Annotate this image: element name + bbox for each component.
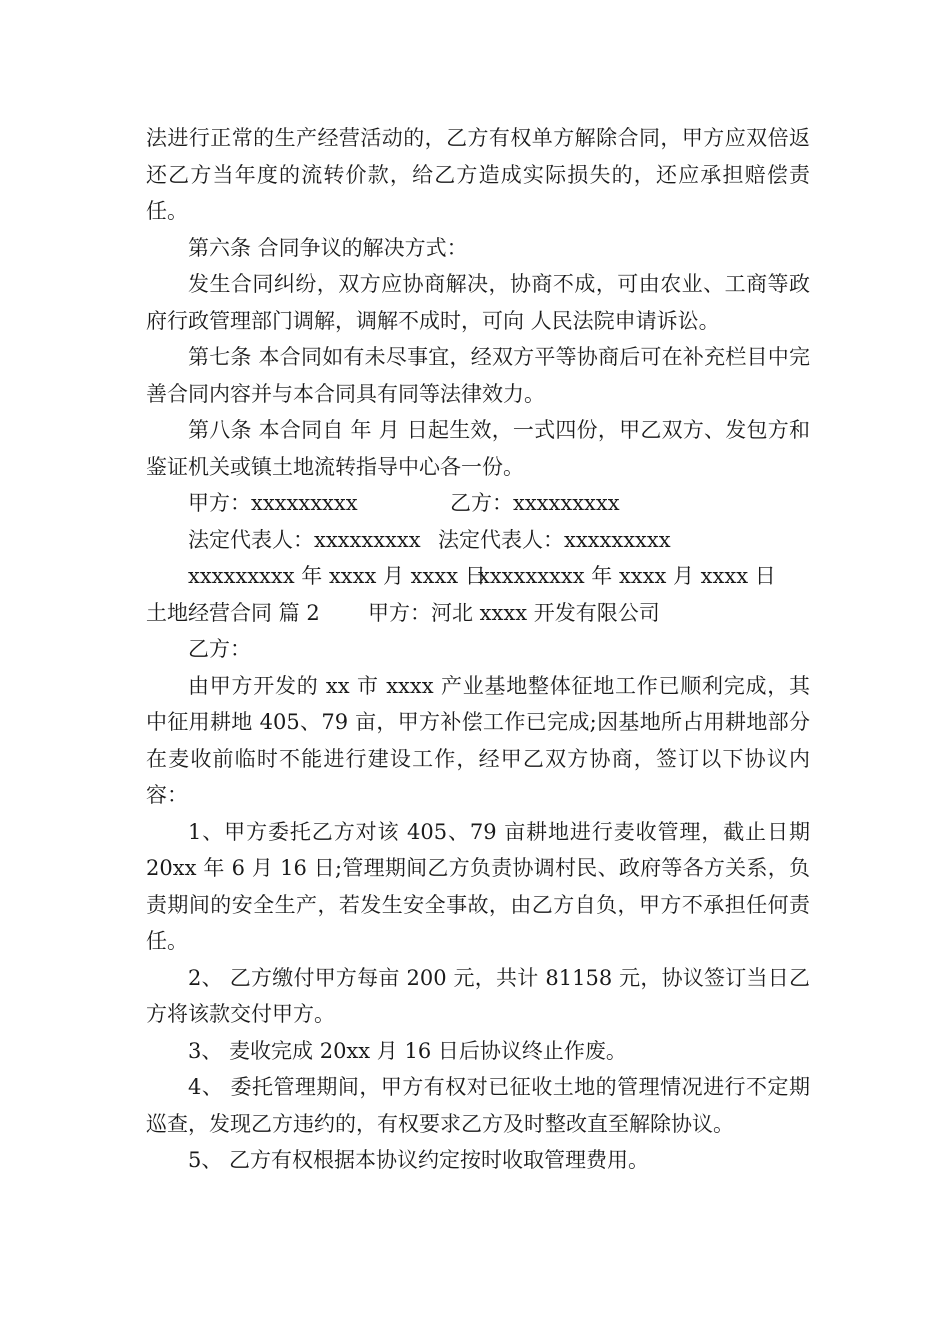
signature-representatives-row <box>146 522 810 559</box>
article-seven: 第七条 本合同如有未尽事宜，经双方平等协商后可在补充栏目中完善合同内容并与本合同具有同等法律效力。 <box>146 345 810 406</box>
contract-two-party-b: 乙方： <box>188 637 251 661</box>
signature-parties-row <box>146 485 810 522</box>
party-b-representative: 法定代表人：xxxxxxxxx <box>438 527 671 552</box>
party-a-date: xxxxxxxxx 年 xxxx 月 xxxx 日 <box>188 564 486 588</box>
paragraph-dispute-resolution: 发生合同纠纷，双方应协商解决，协商不成，可由农业、工商等政府行政管理部门调解，调解不成时，可向 人民法院申请诉讼。 <box>146 272 810 333</box>
article-six-heading: 第六条 合同争议的解决方式： <box>188 235 468 260</box>
party-b-date: xxxxxxxxx 年 xxxx 月 xxxx 日 <box>478 564 776 588</box>
contract-two-item-3: 3、 麦收完成 20xx 月 16 日后协议终止作废。 <box>188 1038 627 1063</box>
signature-dates-row <box>146 558 810 595</box>
contract-two-item-2: 2、 乙方缴付甲方每亩 200 元，共计 81158 元，协议签订当日乙方将该款交付甲方。 <box>146 965 810 1026</box>
party-a-signature: 甲方：xxxxxxxxx <box>188 491 358 515</box>
contract-two-intro: 由甲方开发的 xx 市 xxxx 产业基地整体征地工作已顺利完成，其中征用耕地 405、79 亩，甲方补偿工作已完成;因基地所占用耕地部分在麦收前临时不能进行建设工作，经甲乙双方协商，签订以下协议内容： <box>146 673 810 807</box>
party-a-representative: 法定代表人：xxxxxxxxx <box>188 527 421 552</box>
contract-two-party-a: 甲方：河北 xxxx 开发有限公司 <box>368 600 660 625</box>
contract-two-item-5: 5、 乙方有权根据本协议约定按时收取管理费用。 <box>188 1148 650 1172</box>
contract-two-item-1: 1、甲方委托乙方对该 405、79 亩耕地进行麦收管理，截止日期 20xx 年 6 月 16 日;管理期间乙方负责协调村民、政府等各方关系，负责期间的安全生产，若发生安全事故，由乙方自负，甲方不承担任何责任。 <box>146 819 810 953</box>
party-b-signature: 乙方：xxxxxxxxx <box>450 491 620 515</box>
contract-two-item-4: 4、 委托管理期间，甲方有权对已征收土地的管理情况进行不定期巡查，发现乙方违约的，有权要求乙方及时整改直至解除协议。 <box>146 1075 810 1136</box>
paragraph-termination-clause: 法进行正常的生产经营活动的，乙方有权单方解除合同，甲方应双倍返还乙方当年度的流转价款，给乙方造成实际损失的，还应承担赔偿责任。 <box>146 126 810 223</box>
document-body <box>146 120 810 1179</box>
contract-two-title: 土地经营合同 篇 2 <box>146 600 320 625</box>
article-eight: 第八条 本合同自 年 月 日起生效，一式四份，甲乙双方、发包方和鉴证机关或镇土地流转指导中心各一份。 <box>146 418 810 479</box>
contract-two-title-row <box>146 595 810 632</box>
